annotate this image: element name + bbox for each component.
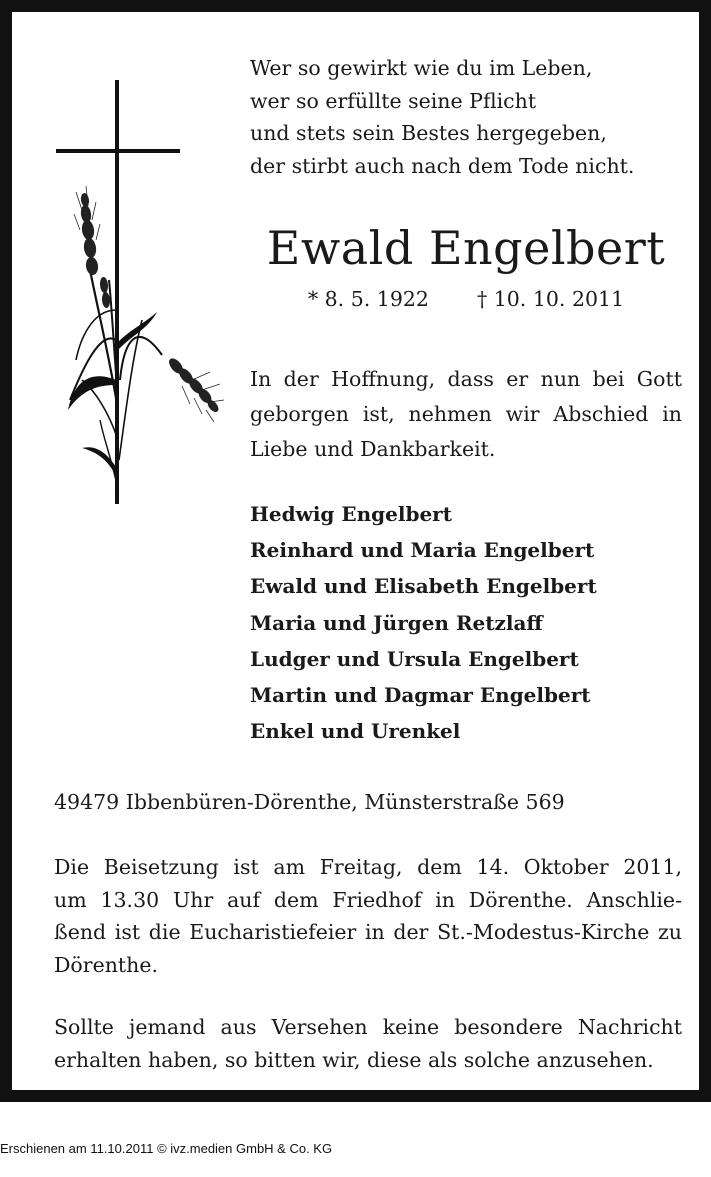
- burial-info: [54, 851, 682, 981]
- burial-line: ßend ist die Eucharistiefeier in der St.-Modestus-Kirche zu: [54, 920, 682, 944]
- farewell-line: Liebe und Dankbarkeit.: [250, 437, 496, 461]
- mourner-entry: Maria und Jürgen Retzlaff: [250, 610, 543, 635]
- farewell-line: In der Hoffnung, dass er nun bei Gott: [250, 367, 682, 391]
- farewell-text: [250, 362, 682, 467]
- deceased-name: Ewald Engelbert: [266, 221, 666, 275]
- poem-line: der stirbt auch nach dem Tode nicht.: [250, 153, 635, 178]
- mourners-list: [250, 496, 597, 749]
- death-date: † 10. 10. 2011: [476, 287, 625, 311]
- note-line: erhalten haben, so bitten wir, diese als solche anzusehen.: [54, 1047, 654, 1072]
- publication-footer: Erschienen am 11.10.2011 © ivz.medien GmbH & Co. KG: [0, 1141, 333, 1156]
- poem-line: und stets sein Bestes hergegeben,: [250, 121, 607, 145]
- life-dates: [250, 283, 682, 315]
- poem-line: Wer so gewirkt wie du im Leben,: [250, 56, 593, 80]
- poem-verse: [250, 52, 634, 182]
- burial-line: Die Beisetzung ist am Freitag, dem 14. Oktober 2011,: [54, 855, 682, 879]
- birth-date: * 8. 5. 1922: [307, 287, 429, 311]
- note-line: Sollte jemand aus Versehen keine besondere Nachricht: [54, 1015, 682, 1039]
- mourner-entry: Ewald und Elisabeth Engelbert: [250, 574, 597, 599]
- notification-note: [54, 1011, 682, 1076]
- cross-with-wheat-icon: [52, 80, 227, 510]
- farewell-line: geborgen ist, nehmen wir Abschied in: [250, 402, 682, 426]
- burial-line: Dörenthe.: [54, 952, 159, 977]
- mourner-entry: Reinhard und Maria Engelbert: [250, 538, 595, 563]
- address: 49479 Ibbenbüren-Dörenthe, Münsterstraße 569: [54, 790, 565, 814]
- burial-line: um 13.30 Uhr auf dem Friedhof in Dörenthe. Anschlie-: [54, 887, 682, 912]
- mourner-entry: Enkel und Urenkel: [250, 719, 461, 744]
- mourner-entry: Hedwig Engelbert: [250, 502, 452, 526]
- mourner-entry: Ludger und Ursula Engelbert: [250, 646, 579, 671]
- mourner-entry: Martin und Dagmar Engelbert: [250, 683, 591, 708]
- poem-line: wer so erfüllte seine Pflicht: [250, 88, 537, 113]
